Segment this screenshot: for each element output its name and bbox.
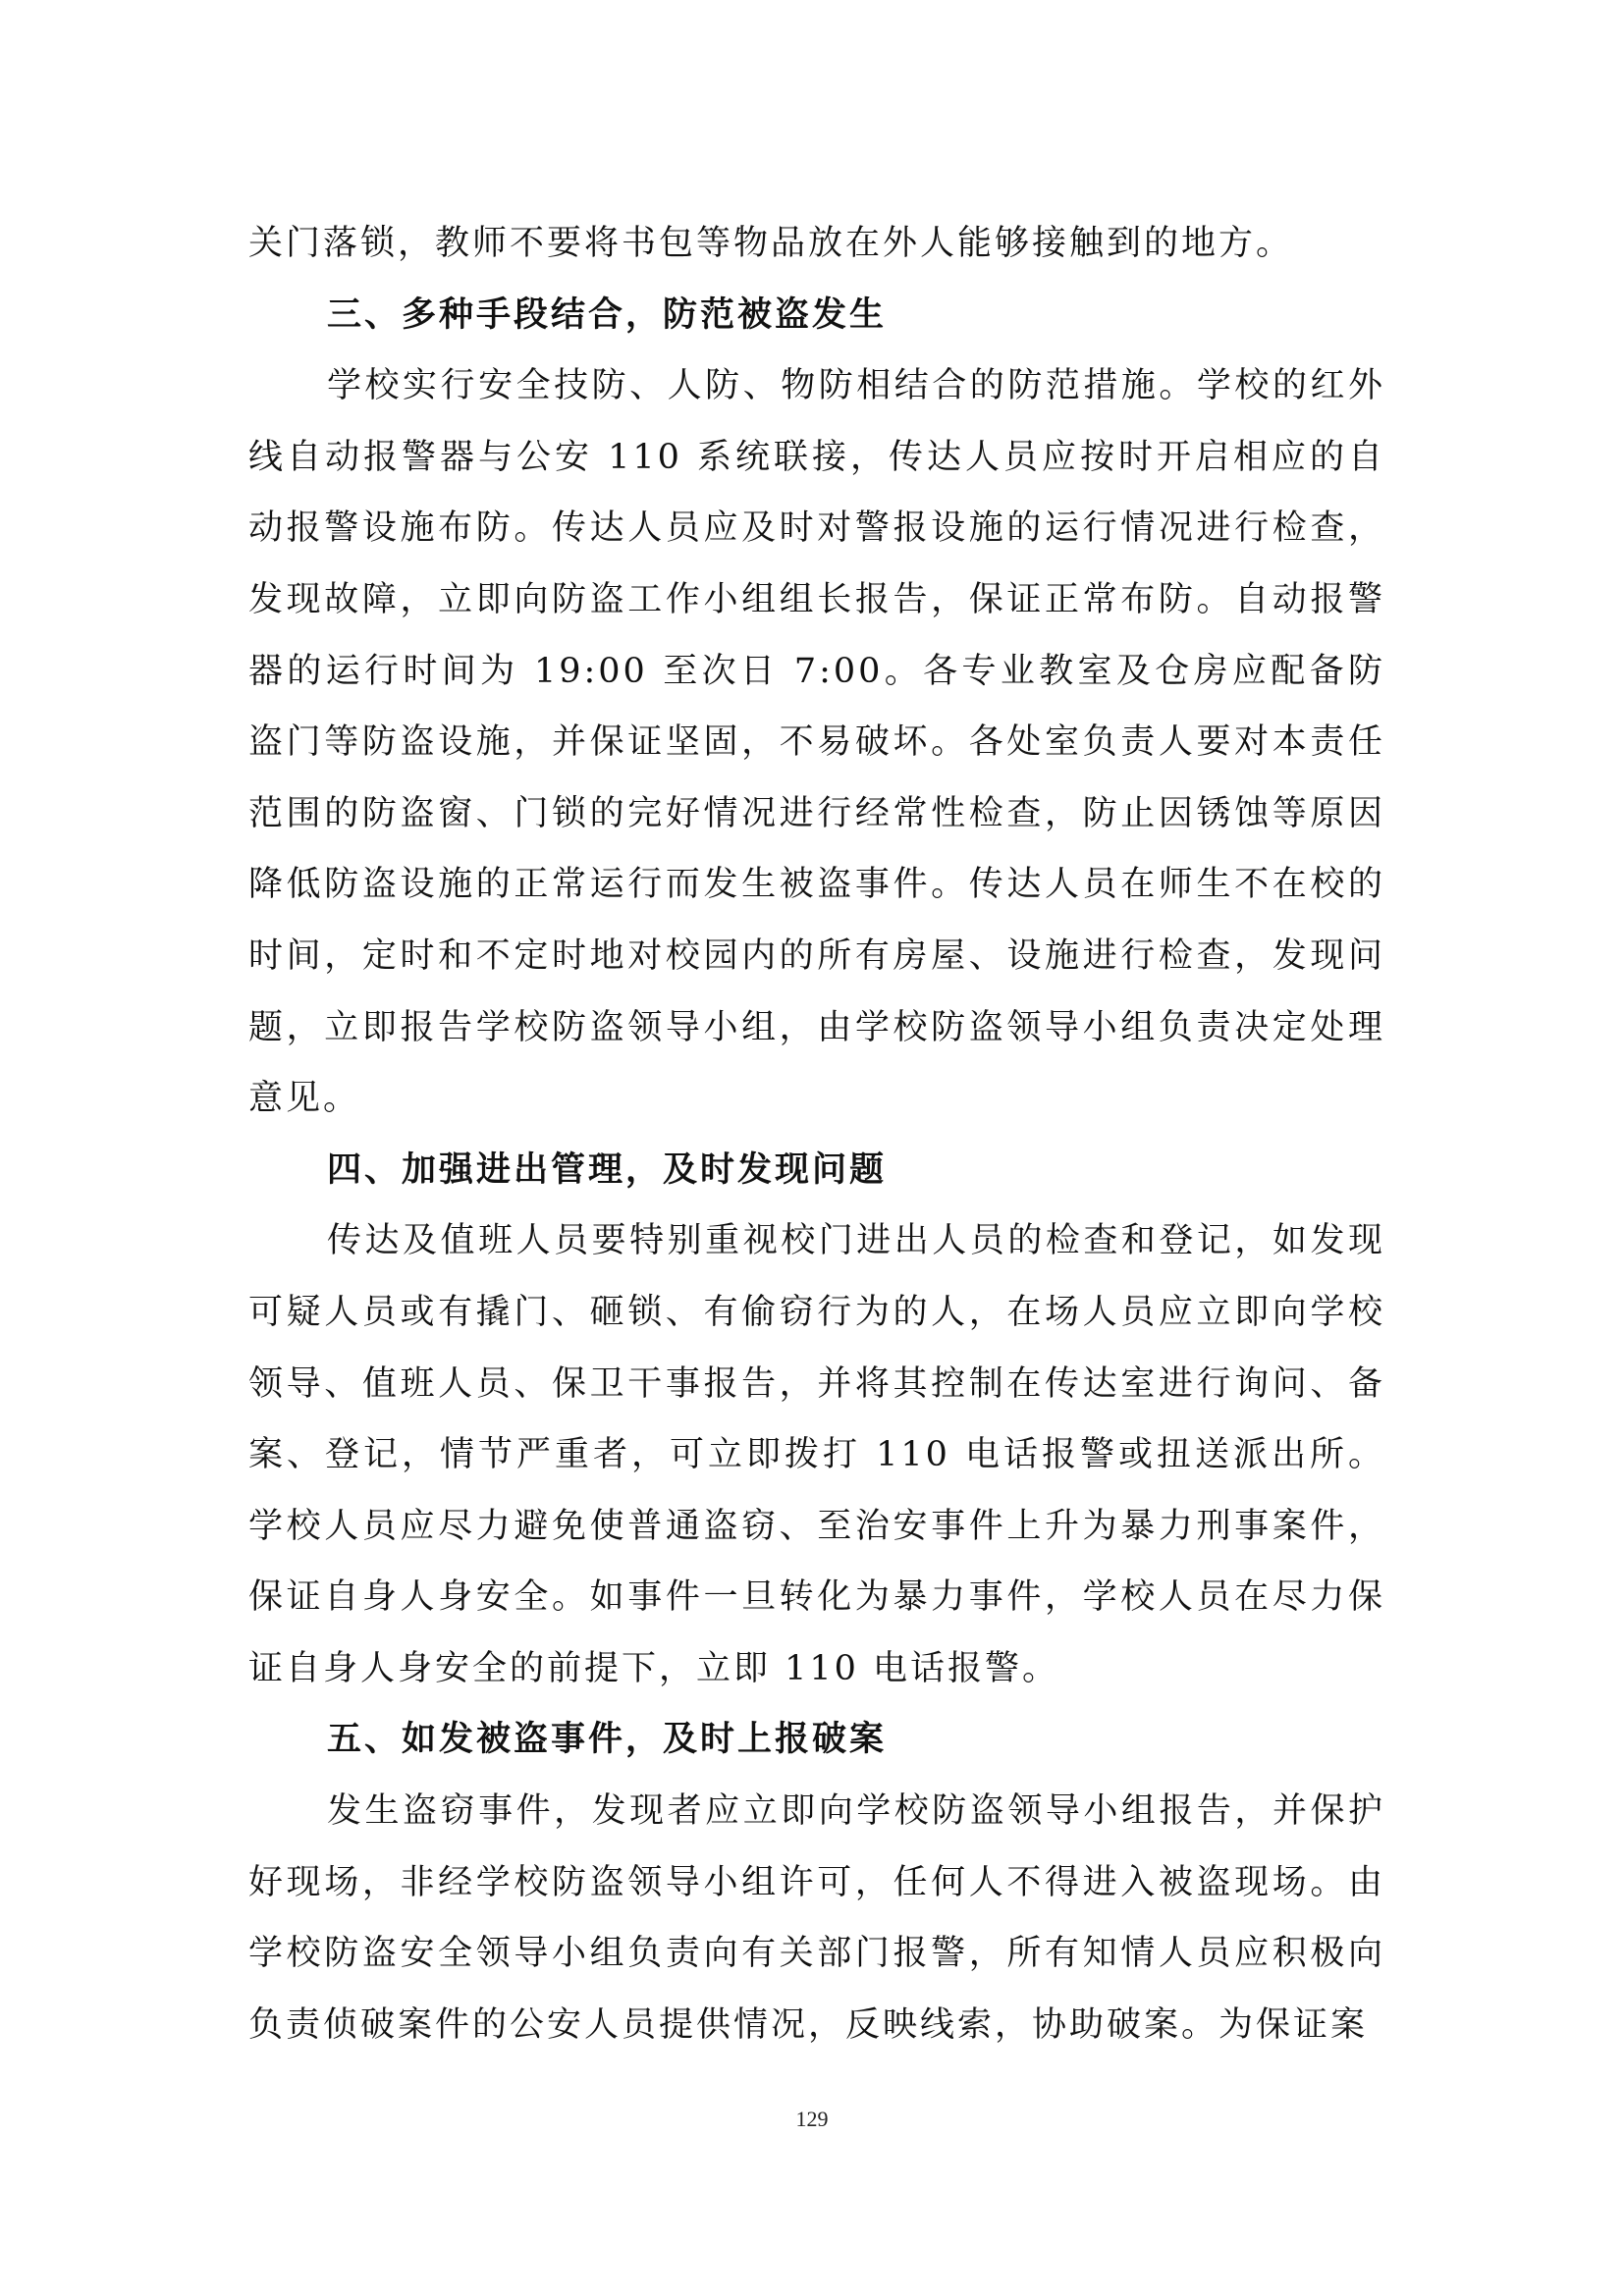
section-heading-3: 三、多种手段结合，防范被盗发生 (327, 294, 888, 335)
paragraph-section-5: 发生盗窃事件，发现者应立即向学校防盗领导小组报告，并保护好现场，非经学校防盗领导小组许可，任何人不得进入被盗现场。由学校防盗安全领导小组负责向有关部门报警，所有知情人员应积极向负责侦破案件的公安人员提供情况，反映线索，协助破案。为保证案 (248, 1791, 1385, 2045)
section-heading-4: 四、加强进出管理，及时发现问题 (327, 1148, 888, 1190)
text-column (248, 208, 1385, 2060)
paragraph-continuation: 关门落锁，教师不要将书包等物品放在外人能够接触到的地方。 (248, 224, 1294, 263)
paragraph-section-4: 传达及值班人员要特别重视校门进出人员的检查和登记，如发现可疑人员或有撬门、砸锁、有偷窃行为的人，在场人员应立即向学校领导、值班人员、保卫干事报告，并将其控制在传达室进行询问、备案、登记，情节严重者，可立即拨打 110 电话报警或扭送派出所。学校人员应尽力避免使普通盗窃、至治安事件上升为暴力刑事案件，保证自身人身安全。如事件一旦转化为暴力事件，学校人员在尽力保证自身人身安全的前提下，立即 110 电话报警。 (248, 1221, 1385, 1688)
page-number: 129 (795, 2107, 829, 2131)
paragraph-section-3: 学校实行安全技防、人防、物防相结合的防范措施。学校的红外线自动报警器与公安 110 系统联接，传达人员应按时开启相应的自动报警设施布防。传达人员应及时对警报设施的运行情况进行检查，发现故障，立即向防盗工作小组组长报告，保证正常布防。自动报警器的运行时间为 19:00 至次日 7:00。各专业教室及仓房应配备防盗门等防盗设施，并保证坚固，不易破坏。各处室负责人要对本责任范围的防盗窗、门锁的完好情况进行经常性检查，防止因锈蚀等原因降低防盗设施的正常运行而发生被盗事件。传达人员在师生不在校的时间，定时和不定时地对校园内的所有房屋、设施进行检查，发现问题，立即报告学校防盗领导小组，由学校防盗领导小组负责决定处理意见。 (248, 366, 1385, 1119)
section-heading-5: 五、如发被盗事件，及时上报破案 (327, 1719, 888, 1760)
